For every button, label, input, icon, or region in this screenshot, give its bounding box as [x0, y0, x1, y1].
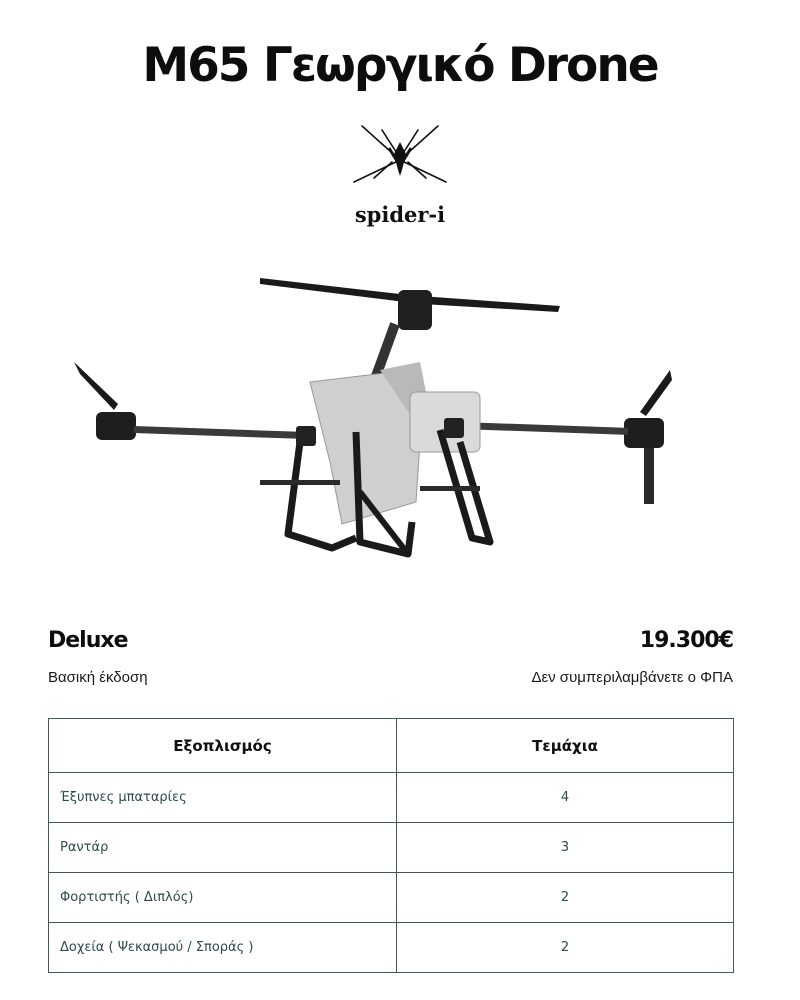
item-quantity: 3 — [397, 823, 734, 873]
spider-icon — [340, 118, 460, 198]
header-quantity: Τεμάχια — [397, 719, 734, 773]
price: 19.300€ — [639, 628, 733, 653]
header-equipment: Εξοπλισμός — [49, 719, 397, 773]
item-name: Έξυπνες μπαταρίες — [49, 773, 397, 823]
equipment-table — [48, 718, 734, 973]
item-name: Δοχεία ( Ψεκασμού / Σποράς ) — [49, 923, 397, 973]
table-header-row — [49, 719, 734, 773]
table-row — [49, 873, 734, 923]
page-title: M65 Γεωργικό Drone — [142, 38, 658, 93]
item-quantity: 2 — [397, 923, 734, 973]
brand-logo — [340, 118, 460, 238]
agricultural-drone-image — [60, 262, 700, 582]
table-row — [49, 923, 734, 973]
item-quantity: 2 — [397, 873, 734, 923]
model-subtitle: Βασική έκδοση — [48, 669, 148, 686]
table-row — [49, 773, 734, 823]
logo-text: spider-i — [354, 202, 446, 227]
model-name: Deluxe — [48, 628, 128, 653]
item-name: Ραντάρ — [49, 823, 397, 873]
item-name: Φορτιστής ( Διπλός) — [49, 873, 397, 923]
item-quantity: 4 — [397, 773, 734, 823]
table-row — [49, 823, 734, 873]
price-note: Δεν συμπεριλαμβάνετε ο ΦΠΑ — [531, 669, 733, 686]
